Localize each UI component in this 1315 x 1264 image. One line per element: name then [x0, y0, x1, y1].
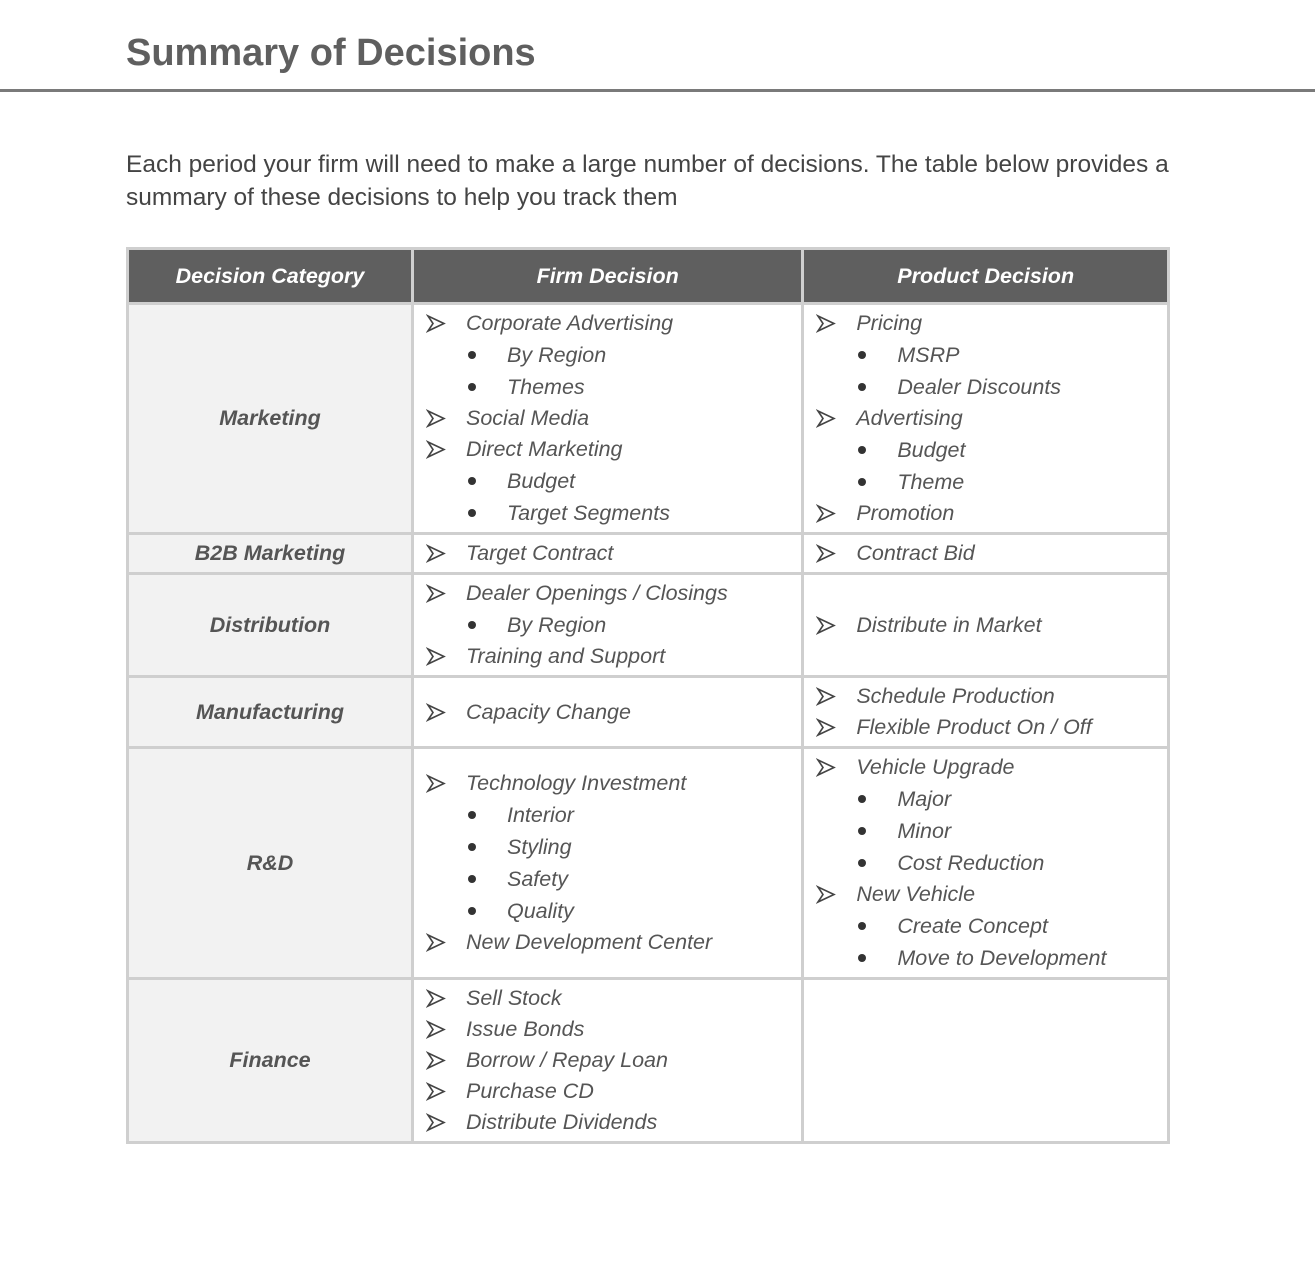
arrowhead-bullet-icon [816, 538, 836, 569]
list-item [414, 983, 801, 1014]
sub-list-item-label: Interior [507, 803, 574, 827]
list-item-label: Promotion [856, 501, 955, 525]
product-decision-cell [804, 575, 1167, 678]
header-decision-category: Decision Category [129, 250, 414, 305]
list-item-label: New Development Center [466, 930, 713, 954]
title-divider [0, 89, 1315, 92]
dot-bullet-icon [468, 477, 476, 485]
arrowhead-bullet-icon [426, 1014, 446, 1045]
arrowhead-bullet-icon [816, 498, 836, 529]
sub-list-item [804, 815, 1167, 847]
list-item [414, 1014, 801, 1045]
category-cell: Finance [129, 980, 414, 1141]
arrowhead-bullet-icon [426, 403, 446, 434]
sub-list-item [804, 783, 1167, 815]
firm-decision-list [414, 765, 801, 961]
list-item-label: Sell Stock [466, 986, 562, 1010]
table-row [129, 678, 1167, 749]
list-item-label: Schedule Production [856, 684, 1055, 708]
dot-bullet-icon [468, 383, 476, 391]
sub-list-item [414, 371, 801, 403]
sub-list-item-label: Styling [507, 835, 572, 859]
list-item [414, 641, 801, 672]
category-cell: Manufacturing [129, 678, 414, 749]
product-decision-list [804, 607, 1167, 644]
dot-bullet-icon [858, 351, 866, 359]
list-item-label: Issue Bonds [466, 1017, 585, 1041]
firm-decision-list [414, 980, 801, 1141]
list-item [804, 879, 1167, 910]
firm-decision-cell [414, 535, 804, 575]
arrowhead-bullet-icon [426, 538, 446, 569]
list-item [414, 697, 801, 728]
list-item-label: Target Contract [466, 541, 614, 565]
firm-decision-cell [414, 305, 804, 535]
arrowhead-bullet-icon [816, 610, 836, 641]
list-item [804, 712, 1167, 743]
sub-list-item-label: Minor [897, 819, 952, 843]
dot-bullet-icon [858, 383, 866, 391]
sub-list-item-label: Budget [897, 438, 966, 462]
decisions-table [126, 247, 1170, 1144]
header-product-decision: Product Decision [804, 250, 1167, 305]
sub-list-item-label: Move to Development [897, 946, 1107, 970]
firm-decision-cell [414, 749, 804, 980]
firm-decision-cell [414, 678, 804, 749]
list-item-label: Distribute in Market [856, 612, 1042, 637]
dot-bullet-icon [858, 478, 866, 486]
firm-decision-list [414, 305, 801, 532]
sub-list-item [804, 847, 1167, 879]
category-cell: Distribution [129, 575, 414, 678]
list-item-label: Pricing [856, 311, 923, 335]
dot-bullet-icon [468, 351, 476, 359]
sub-list-item-label: By Region [507, 343, 607, 367]
list-item [804, 752, 1167, 783]
table-row [129, 749, 1167, 980]
list-item-label: Technology Investment [466, 771, 687, 795]
firm-decision-cell [414, 980, 804, 1141]
sub-list-item-label: Target Segments [507, 501, 670, 525]
arrowhead-bullet-icon [426, 578, 446, 609]
dot-bullet-icon [468, 875, 476, 883]
list-item [414, 403, 801, 434]
category-cell: Marketing [129, 305, 414, 535]
arrowhead-bullet-icon [426, 983, 446, 1014]
list-item [414, 1045, 801, 1076]
firm-decision-list [414, 694, 801, 731]
sub-list-item-label: Theme [897, 470, 965, 494]
arrowhead-bullet-icon [426, 697, 446, 728]
list-item-label: Borrow / Repay Loan [466, 1048, 668, 1072]
dot-bullet-icon [468, 621, 476, 629]
firm-decision-list [414, 575, 801, 675]
list-item [804, 681, 1167, 712]
table-row [129, 980, 1167, 1141]
arrowhead-bullet-icon [816, 879, 836, 910]
dot-bullet-icon [468, 907, 476, 915]
list-item [414, 768, 801, 799]
sub-list-item [414, 799, 801, 831]
list-item [414, 1107, 801, 1138]
sub-list-item-label: Budget [507, 469, 576, 493]
product-decision-list [804, 305, 1167, 532]
arrowhead-bullet-icon [426, 434, 446, 465]
arrowhead-bullet-icon [426, 1107, 446, 1138]
list-item-label: Training and Support [466, 644, 666, 668]
arrowhead-bullet-icon [816, 308, 836, 339]
dot-bullet-icon [858, 954, 866, 962]
list-item-label: Vehicle Upgrade [856, 755, 1015, 779]
sub-list-item [804, 466, 1167, 498]
category-cell: R&D [129, 749, 414, 980]
list-item-label: Dealer Openings / Closings [466, 581, 728, 605]
sub-list-item-label: Major [897, 787, 952, 811]
table-row [129, 535, 1167, 575]
table-row [129, 575, 1167, 678]
arrowhead-bullet-icon [426, 1076, 446, 1107]
sub-list-item-label: Dealer Discounts [897, 375, 1062, 399]
list-item-label: Social Media [466, 406, 590, 430]
list-item-label: Corporate Advertising [466, 311, 674, 335]
sub-list-item [804, 434, 1167, 466]
list-item [804, 610, 1167, 641]
dot-bullet-icon [468, 509, 476, 517]
list-item [414, 434, 801, 465]
arrowhead-bullet-icon [816, 712, 836, 743]
product-decision-list [804, 678, 1167, 746]
list-item [414, 927, 801, 958]
sub-list-item-label: Cost Reduction [897, 851, 1045, 875]
category-cell: B2B Marketing [129, 535, 414, 575]
sub-list-item-label: Safety [507, 867, 568, 891]
arrowhead-bullet-icon [426, 1045, 446, 1076]
list-item-label: New Vehicle [856, 882, 976, 906]
list-item [804, 403, 1167, 434]
list-item [804, 538, 1167, 569]
firm-decision-cell [414, 575, 804, 678]
dot-bullet-icon [468, 843, 476, 851]
list-item-label: Direct Marketing [466, 437, 623, 461]
sub-list-item [804, 339, 1167, 371]
list-item [804, 308, 1167, 339]
sub-list-item [414, 831, 801, 863]
sub-list-item [414, 895, 801, 927]
arrowhead-bullet-icon [816, 681, 836, 712]
product-decision-cell [804, 305, 1167, 535]
product-decision-list [804, 535, 1167, 572]
table-header-row [129, 250, 1167, 305]
sub-list-item-label: Quality [507, 899, 574, 923]
sub-list-item [804, 371, 1167, 403]
intro-paragraph: Each period your firm will need to make a large number of decisions. The table below provides a summary of these decisions to help you track them [126, 151, 1169, 211]
sub-list-item [804, 942, 1167, 974]
arrowhead-bullet-icon [426, 927, 446, 958]
list-item-label: Contract Bid [856, 541, 975, 565]
list-item [414, 578, 801, 609]
arrowhead-bullet-icon [426, 308, 446, 339]
list-item-label: Distribute Dividends [466, 1110, 658, 1134]
header-firm-decision: Firm Decision [414, 250, 804, 305]
dot-bullet-icon [468, 811, 476, 819]
arrowhead-bullet-icon [426, 768, 446, 799]
product-decision-cell [804, 749, 1167, 980]
product-decision-cell [804, 980, 1167, 1141]
sub-list-item [414, 497, 801, 529]
list-item-label: Advertising [856, 406, 963, 430]
product-decision-cell [804, 678, 1167, 749]
table-row [129, 305, 1167, 535]
sub-list-item [414, 465, 801, 497]
sub-list-item-label: By Region [507, 613, 607, 637]
dot-bullet-icon [858, 795, 866, 803]
product-decision-list [804, 749, 1167, 977]
sub-list-item-label: Create Concept [897, 914, 1048, 938]
arrowhead-bullet-icon [816, 403, 836, 434]
sub-list-item [804, 910, 1167, 942]
sub-list-item-label: MSRP [897, 343, 960, 367]
list-item-label: Purchase CD [466, 1079, 594, 1103]
dot-bullet-icon [858, 446, 866, 454]
sub-list-item [414, 339, 801, 371]
list-item [414, 1076, 801, 1107]
list-item [804, 498, 1167, 529]
sub-list-item-label: Themes [507, 375, 585, 399]
dot-bullet-icon [858, 859, 866, 867]
product-decision-cell [804, 535, 1167, 575]
arrowhead-bullet-icon [426, 641, 446, 672]
list-item [414, 538, 801, 569]
sub-list-item [414, 863, 801, 895]
dot-bullet-icon [858, 922, 866, 930]
firm-decision-list [414, 535, 801, 572]
arrowhead-bullet-icon [816, 752, 836, 783]
list-item-label: Capacity Change [466, 699, 631, 724]
list-item [414, 308, 801, 339]
table-body [129, 305, 1167, 1141]
dot-bullet-icon [858, 827, 866, 835]
page-title: Summary of Decisions [126, 32, 536, 74]
list-item-label: Flexible Product On / Off [856, 715, 1092, 739]
sub-list-item [414, 609, 801, 641]
